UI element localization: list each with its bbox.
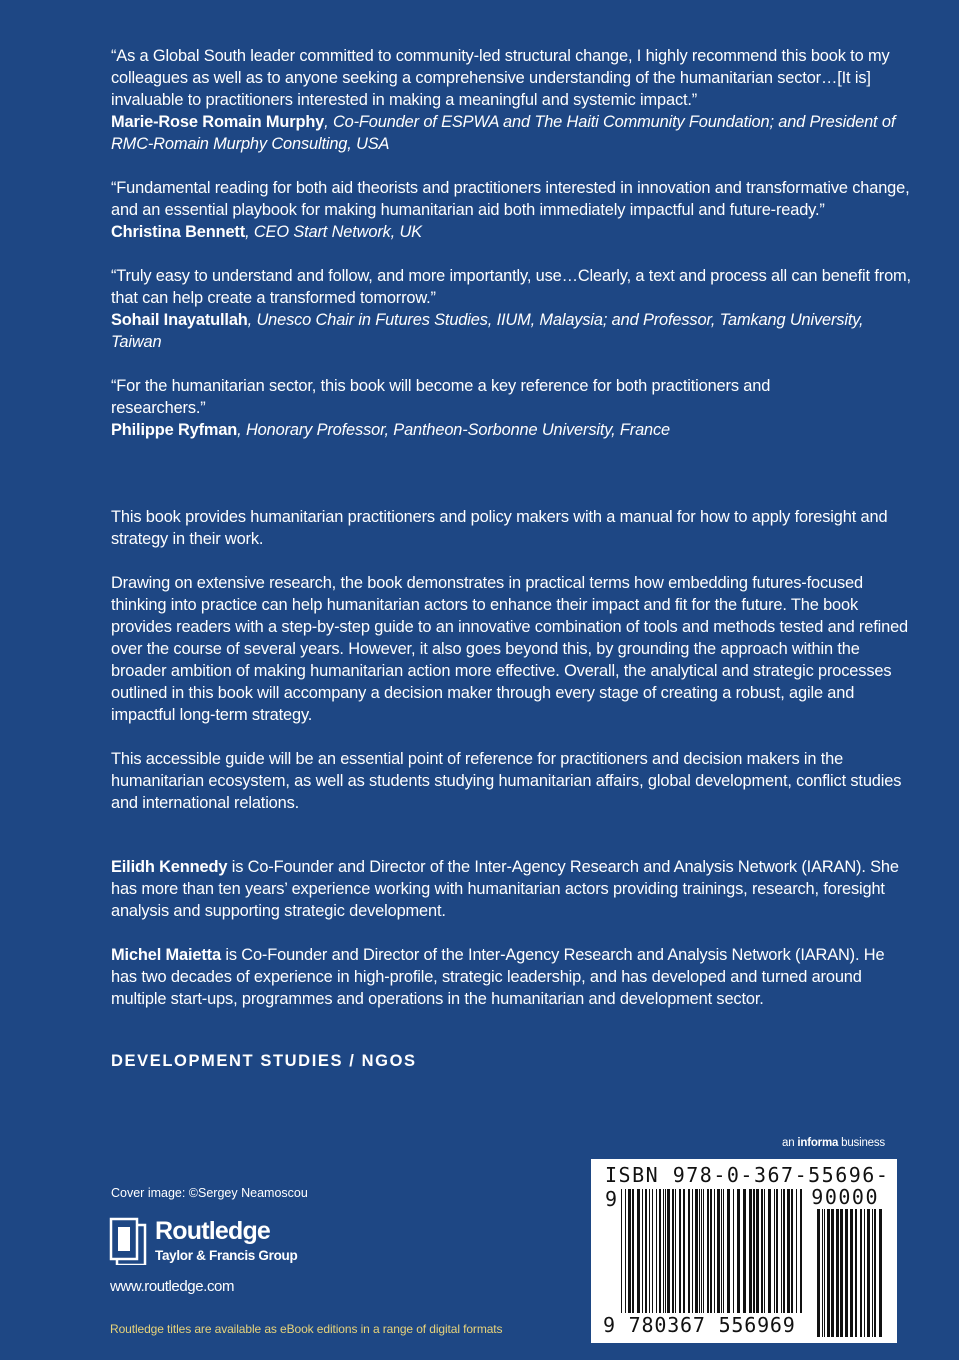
endorser-affiliation: , Co-Founder of ESPWA and The Haiti Community Foundation; and President of RMC-Romain Murphy Consulting, USA xyxy=(111,113,896,153)
author-bios xyxy=(111,856,911,1010)
routledge-logo xyxy=(109,1217,349,1267)
publisher-url[interactable]: www.routledge.com xyxy=(110,1278,235,1295)
endorsement-3 xyxy=(111,265,911,353)
endorsement-quote: “Truly easy to understand and follow, and more importantly, use…Clearly, a text and process all can benefit from, that can help create a transformed tomorrow.” xyxy=(111,267,911,307)
description-paragraph: This book provides humanitarian practitioners and policy makers with a manual for how to apply foresight and strategy in their work. xyxy=(111,508,888,548)
isbn-barcode xyxy=(591,1159,897,1343)
isbn-text: ISBN 978-0-367-55696-9 xyxy=(605,1163,890,1211)
author-name: Eilidh Kennedy xyxy=(111,858,228,876)
informa-brand: informa xyxy=(797,1137,839,1149)
author-bio xyxy=(111,944,911,1010)
endorsements xyxy=(111,45,911,441)
endorsement-1 xyxy=(111,45,911,155)
endorser-name: Christina Bennett xyxy=(111,223,246,241)
endorser-affiliation: , CEO Start Network, UK xyxy=(245,223,422,241)
description xyxy=(111,506,911,814)
endorser-affiliation: , Honorary Professor, Pantheon-Sorbonne University, France xyxy=(237,421,671,439)
description-paragraph: Drawing on extensive research, the book demonstrates in practical terms how embedding futures-focused thinking into practice can help humanitarian actors to enhance their impact and fit for the future. The book provides readers with a step-by-step guide to an innovative combination of tools and methods tested and refined over the course of several years. However, it also goes beyond this, by grounding the approach within the broader ambition of making humanitarian action more effective. Overall, the analytical and strategic processes outlined in this book will accompany a decision maker through every stage of creating a robust, agile and impactful long-term strategy. xyxy=(111,574,909,724)
author-name: Michel Maietta xyxy=(111,946,221,964)
author-bio-text: is Co-Founder and Director of the Inter-Agency Research and Analysis Network (IARAN). He has two decades of experience in high-profile, strategic leadership, and has developed and turned around multiple start-ups, programmes and operations in the humanitarian and development sector. xyxy=(111,946,885,1008)
endorsement-quote: “For the humanitarian sector, this book will become a key reference for both practitioners and researchers.” xyxy=(111,377,771,417)
description-paragraph: This accessible guide will be an essential point of reference for practitioners and decision makers in the humanitarian ecosystem, as well as students studying humanitarian affairs, global development, conflict studies and international relations. xyxy=(111,750,902,812)
publisher-group: Taylor & Francis Group xyxy=(155,1248,298,1263)
author-bio xyxy=(111,856,911,922)
endorser-affiliation: , Unesco Chair in Futures Studies, IIUM, Malaysia; and Professor, Tamkang University, Taiwan xyxy=(111,311,864,351)
price-addon-number: 90000 xyxy=(811,1185,879,1209)
routledge-emblem-icon xyxy=(109,1217,147,1265)
cover-image-credit: Cover image: ©Sergey Neamoscou xyxy=(111,1186,308,1200)
publisher-name: Routledge xyxy=(155,1217,271,1245)
endorser-name: Marie-Rose Romain Murphy xyxy=(111,113,325,131)
endorsement-quote: “Fundamental reading for both aid theorists and practitioners interested in innovation and transformative change, and an essential playbook for making humanitarian aid both immediately impactful and future-ready.” xyxy=(111,179,910,219)
endorser-name: Philippe Ryfman xyxy=(111,421,238,439)
endorser-name: Sohail Inayatullah xyxy=(111,311,248,329)
ebook-note: Routledge titles are available as eBook editions in a range of digital formats xyxy=(110,1322,503,1336)
author-bio-text: is Co-Founder and Director of the Inter-Agency Research and Analysis Network (IARAN). She has more than ten years’ experience working with humanitarian actors providing trainings, research, foresight analysis and supporting strategic development. xyxy=(111,858,899,920)
endorsement-quote: “As a Global South leader committed to community-led structural change, I highly recommend this book to my colleagues as well as to anyone seeking a comprehensive understanding of the humanitarian sector…[It is] invaluable to practitioners interested in making a meaningful and systemic impact.” xyxy=(111,47,890,109)
endorsement-4 xyxy=(111,375,801,441)
informa-tagline: an informa business xyxy=(782,1137,885,1149)
subject-category: DEVELOPMENT STUDIES / NGOS xyxy=(111,1052,417,1070)
endorsement-2 xyxy=(111,177,911,243)
ean-number: 9 780367 556969 xyxy=(603,1313,796,1337)
